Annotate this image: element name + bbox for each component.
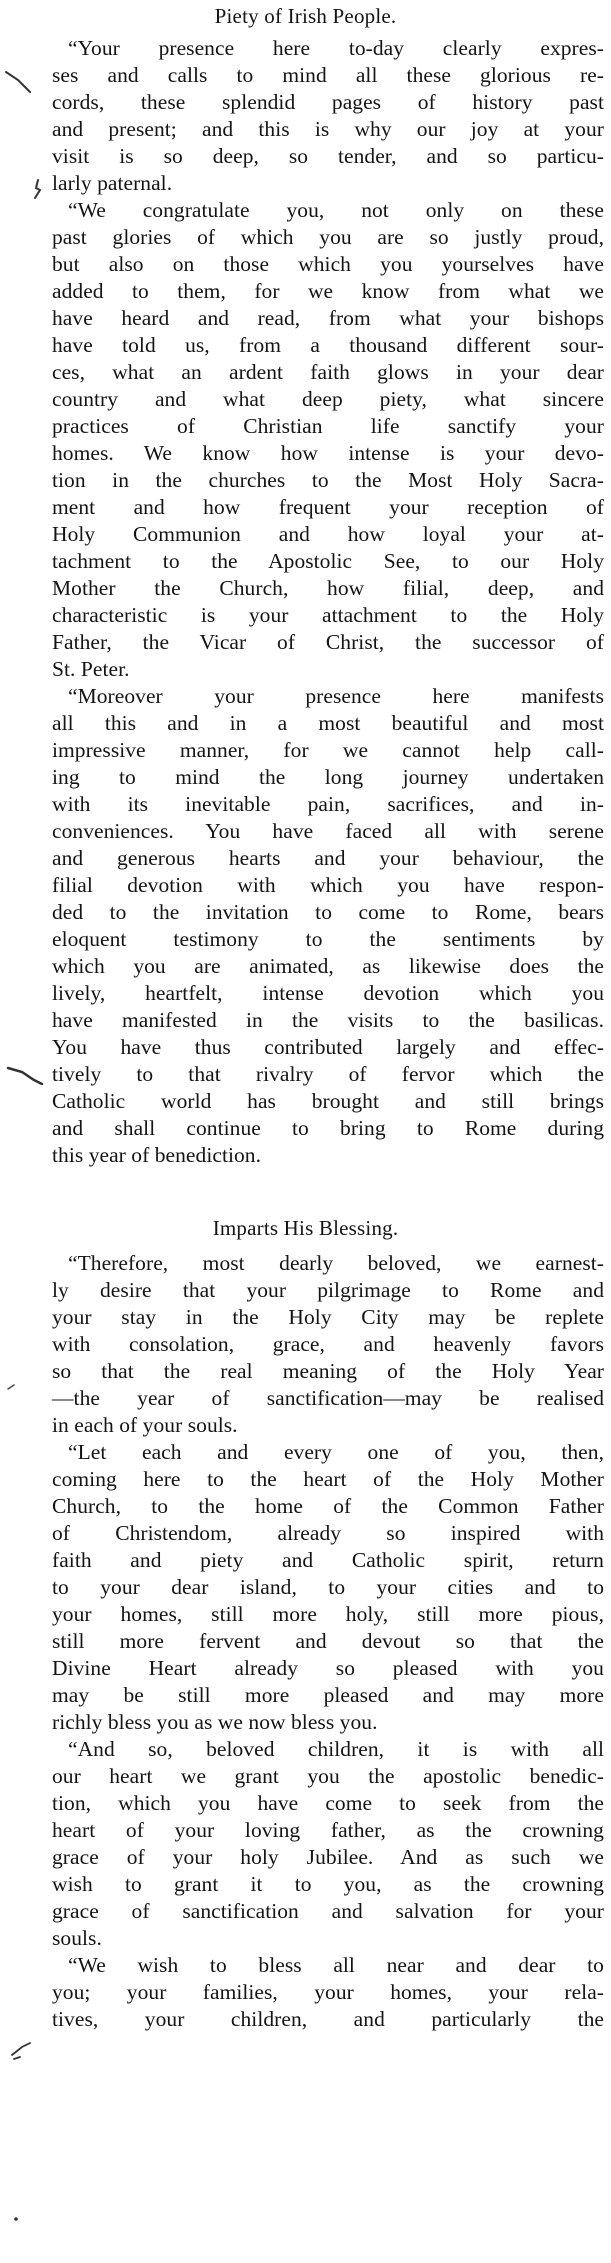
text-line: ces, what an ardent faith glows in your dear [52,360,604,384]
section-heading-blessing: Imparts His Blessing. [212,1216,399,1240]
text-line: and generous hearts and your behaviour, the [52,846,604,870]
text-line: tively to that rivalry of fervor which the [52,1062,604,1086]
text-line: “We congratulate you, not only on these [68,198,604,222]
paragraph [52,1250,604,1439]
text-line: ment and how frequent your reception of [52,495,604,519]
paragraph [52,1736,604,1952]
text-line: your stay in the Holy City may be replete [52,1305,604,1329]
paragraph [52,1952,604,2033]
text-line: Mother the Church, how filial, deep, and [52,576,604,600]
text-line: tion in the churches to the Most Holy Sacra- [52,468,604,492]
text-line: with consolation, grace, and heavenly favors [52,1332,604,1356]
text-line: You have thus contributed largely and effec- [52,1035,604,1059]
text-line: all this and in a most beautiful and most [52,711,604,735]
text-line: Divine Heart already so pleased with you [52,1656,604,1680]
text-line: of Christendom, already so inspired with [52,1521,604,1545]
text-line: homes. We know how intense is your devo- [52,441,604,465]
paragraph [52,197,604,683]
text-line: tives, your children, and particularly the [52,2007,604,2031]
text-line: heart of your loving father, as the crowning [52,1818,604,1842]
paragraph [52,35,604,197]
text-line: ses and calls to mind all these glorious re- [52,63,604,87]
text-line: grace of your holy Jubilee. And as such we [52,1845,604,1869]
text-line: ly desire that your pilgrimage to Rome and [52,1278,604,1302]
text-line: larly paternal. [52,171,173,195]
text-line: our heart we grant you the apostolic benedic- [52,1764,604,1788]
text-line: have heard and read, from what your bishops [52,306,604,330]
text-line: Holy Communion and how loyal your at- [52,522,604,546]
text-line: faith and piety and Catholic spirit, return [52,1548,604,1572]
text-line: visit is so deep, so tender, and so particu- [52,144,604,168]
text-line: and present; and this is why our joy at your [52,117,604,141]
text-line: “And so, beloved children, it is with all [68,1737,604,1761]
text-line: impressive manner, for we cannot help call- [52,738,604,762]
margin-pencil-mark [4,68,44,98]
text-line: cords, these splendid pages of history past [52,90,604,114]
text-line: may be still more pleased and may more [52,1683,604,1707]
text-line: —the year of sanctification—may be realised [52,1386,604,1410]
text-line: Father, the Vicar of Christ, the successor of [52,630,604,654]
text-line: grace of sanctification and salvation for your [52,1899,604,1923]
text-line: tion, which you have come to seek from the [52,1791,604,1815]
text-line: coming here to the heart of the Holy Mother [52,1467,604,1491]
text-line: richly bless you as we now bless you. [52,1710,378,1734]
text-line: and shall continue to bring to Rome during [52,1116,604,1140]
text-line: wish to grant it to you, as the crowning [52,1872,604,1896]
text-line: added to them, for we know from what we [52,279,604,303]
text-line: to your dear island, to your cities and to [52,1575,604,1599]
text-line: practices of Christian life sanctify your [52,414,604,438]
text-line: “Moreover your presence here manifests [68,684,604,708]
text-line: “Your presence here to-day clearly expres- [68,36,604,60]
text-line: Catholic world has brought and still brings [52,1089,604,1113]
margin-pencil-mark [6,1062,46,1092]
paragraph [52,1439,604,1736]
text-line: have manifested in the visits to the basilicas. [52,1008,604,1032]
text-line: lively, heartfelt, intense devotion which you [52,981,604,1005]
text-line: with its inevitable pain, sacrifices, and in- [52,792,604,816]
text-line: in each of your souls. [52,1413,238,1437]
margin-pencil-mark [6,2205,46,2235]
text-line: “Let each and every one of you, then, [68,1440,604,1464]
text-line: filial devotion with which you have respon- [52,873,604,897]
text-line: ing to mind the long journey undertaken [52,765,604,789]
text-line: Church, to the home of the Common Father [52,1494,604,1518]
text-line: you; your families, your homes, your rela- [52,1980,604,2004]
text-line: past glories of which you are so justly proud, [52,225,604,249]
text-line: eloquent testimony to the sentiments by [52,927,604,951]
text-line: but also on those which you yourselves have [52,252,604,276]
text-line: have told us, from a thousand different sour- [52,333,604,357]
text-line: your homes, still more holy, still more pious, [52,1602,604,1626]
text-line: “We wish to bless all near and dear to [68,1953,604,1977]
margin-pencil-mark [28,176,68,206]
text-line: St. Peter. [52,657,130,681]
text-line: this year of benediction. [52,1143,262,1167]
section-heading-piety: Piety of Irish People. [214,4,397,28]
text-line: still more fervent and devout so that the [52,1629,604,1653]
text-line: so that the real meaning of the Holy Year [52,1359,604,1383]
margin-pencil-mark [4,1375,44,1405]
text-line: tachment to the Apostolic See, to our Holy [52,549,604,573]
text-line: which you are animated, as likewise does the [52,954,604,978]
paragraph [52,683,604,1169]
text-line: conveniences. You have faced all with serene [52,819,604,843]
text-line: “Therefore, most dearly beloved, we earnest- [68,1251,604,1275]
text-line: ded to the invitation to come to Rome, bears [52,900,604,924]
text-line: characteristic is your attachment to the Holy [52,603,604,627]
text-line: country and what deep piety, what sincere [52,387,604,411]
margin-pencil-mark [8,2035,48,2065]
text-line: souls. [52,1926,102,1950]
